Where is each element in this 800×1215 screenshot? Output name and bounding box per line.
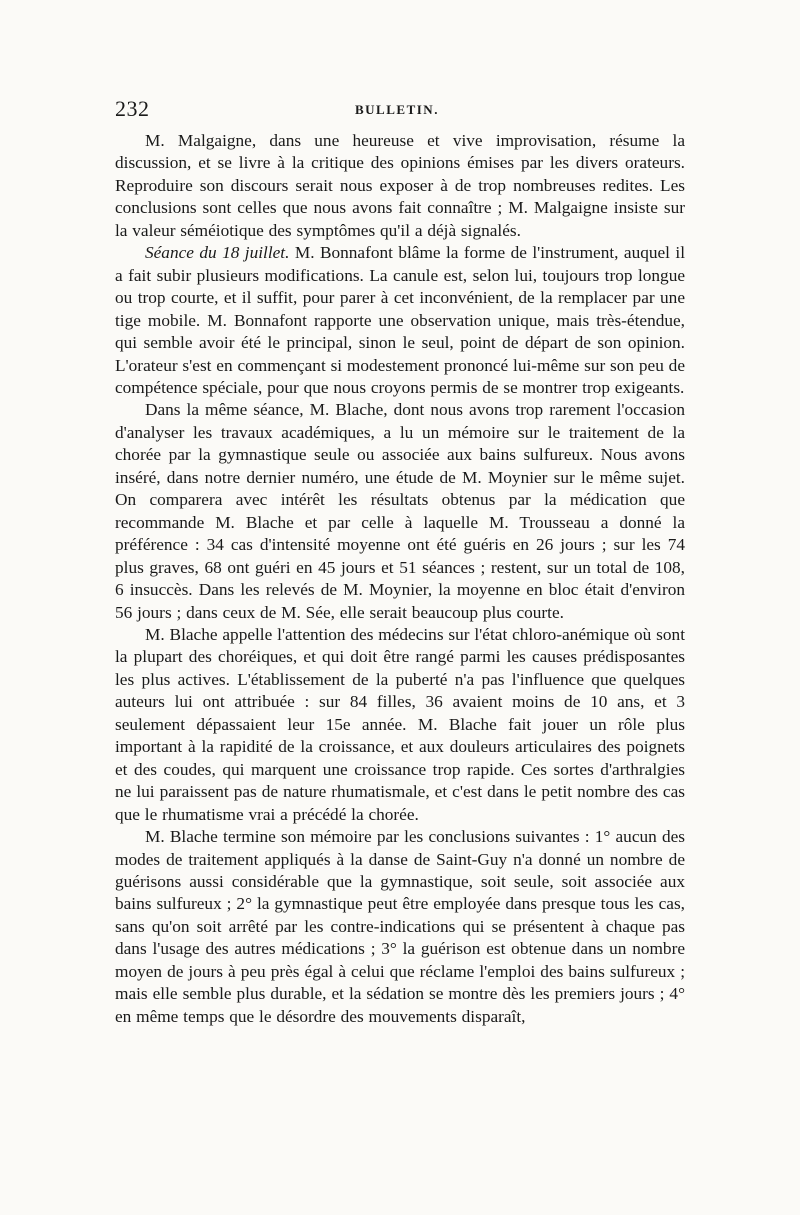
page-number: 232: [115, 96, 150, 121]
paragraph-text: Dans la même séance, M. Blache, dont nous avons trop rarement l'occasion d'analyser les travaux académiques, a lu un mémoire sur le traitement de la chorée par la gymnastique seule ou associée aux bains sulfureux. Nous avons inséré, dans notre dernier numéro, une étude de M. Moynier sur le même sujet. On comparera avec intérêt les résultats obtenus par la médication que recommande M. Blache et par celle à laquelle M. Trousseau a donné la préférence : 34 cas d'intensité moyenne ont été guéris en 26 jours ; sur les 74 plus graves, 68 ont guéri en 45 jours et 51 séances ; restent, sur un total de 108, 6 insuccès. Dans les relevés de M. Moynier, la moyenne en bloc était d'environ 56 jours ; dans ceux de M. Sée, elle serait beaucoup plus courte.: [115, 400, 685, 622]
running-title: BULLETIN.: [355, 102, 439, 117]
running-head: [115, 96, 685, 126]
paragraph-text: M. Blache termine son mémoire par les conclusions suivantes : 1° aucun des modes de traitement appliqués à la danse de Saint-Guy n'a donné un nombre de guérisons aussi considérable que la gymnastique, soit seule, soit associée aux bains sulfureux ; 2° la gymnastique peut être employée dans presque tous les cas, sans qu'on soit arrêté par les contre-indications qui se présentent à chaque pas dans l'usage des autres médications ; 3° la guérison est obtenue dans un nombre moyen de jours à peu près égal à celui que réclame l'emploi des bains sulfureux ; mais elle semble plus durable, et la sédation se montre dès les premiers jours ; 4° en même temps que le désordre des mouvements disparaît,: [115, 827, 685, 1026]
paragraph-text: M. Blache appelle l'attention des médecins sur l'état chloro-anémique où sont la plupart des choréiques, et qui doit être rangé parmi les causes prédisposantes les plus actives. L'établissement de la puberté n'a pas l'influence que quelques auteurs lui ont attribuée : sur 84 filles, 36 avaient moins de 10 ans, et 3 seulement dépassaient leur 15e année. M. Blache fait jouer un rôle plus important à la rapidité de la croissance, et aux douleurs articulaires des poignets et des coudes, qui marquent une croissance trop rapide. Ces sortes d'arthralgies ne lui paraissent pas de nature rhumatismale, et c'est dans le petit nombre des cas que le rhumatisme vrai a précédé la chorée.: [115, 624, 685, 824]
body-text: [115, 130, 685, 1028]
paragraph-blache-memoire: [115, 399, 685, 624]
paragraph-chloro-anemique: [115, 624, 685, 826]
paragraph-text: M. Malgaigne, dans une heureuse et vive improvisation, résume la discussion, et se livre à la critique des opinions émises par les divers orateurs. Reproduire son discours serait nous exposer à de trop nombreuses redites. Les conclusions sont celles que nous avons fait connaître ; M. Malgaigne insiste sur la valeur séméiotique des symptômes qu'il a déjà signalés.: [115, 131, 685, 240]
paragraph-malgaigne: [115, 130, 685, 242]
paragraph-seance-18-juillet: [115, 242, 685, 399]
paragraph-text: M. Bonnafont blâme la forme de l'instrument, auquel il a fait subir plusieurs modifications. La canule est, selon lui, toujours trop longue ou trop courte, et il suffit, pour parer à cet inconvénient, de la remplacer par une tige mobile. M. Bonnafont rapporte une observation unique, mais très-étendue, qui semble avoir été le principal, sinon le seul, point de départ de son opinion. L'orateur s'est en commençant si modestement prononcé lui-même sur son peu de compétence spéciale, pour que nous croyons permis de se montrer trop exigeants.: [115, 243, 685, 397]
session-date-heading: Séance du 18 juillet.: [145, 243, 290, 263]
paragraph-conclusions: [115, 826, 685, 1028]
